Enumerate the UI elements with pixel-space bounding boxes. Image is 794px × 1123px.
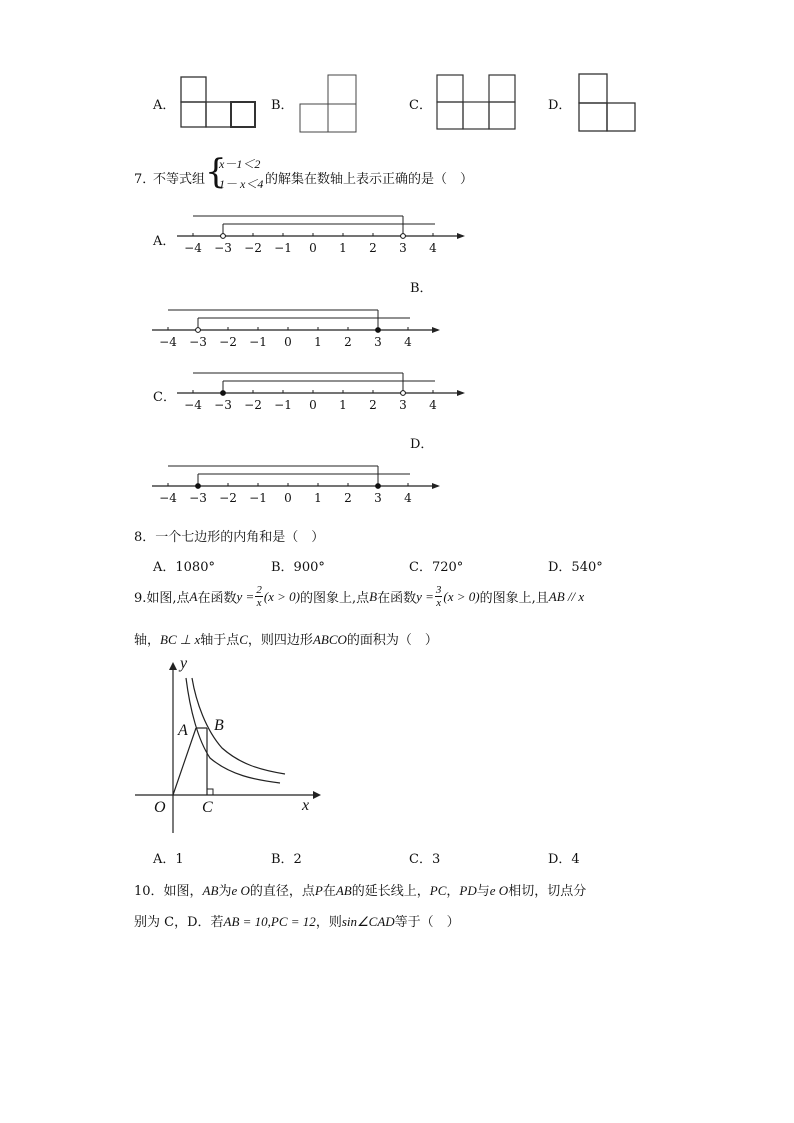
q10-l1-pre: 10．如图，: [134, 884, 203, 899]
solid-dot: [376, 328, 381, 333]
q10-t1: 为: [218, 884, 232, 899]
q9-label-y: y: [180, 655, 188, 672]
q9-stem-line1: [134, 584, 584, 609]
q9-f1-num: 2: [256, 584, 262, 596]
q9-curve-y3x: [192, 678, 285, 774]
q9-line2-f: ABCO: [312, 632, 347, 647]
numberline-tick-label: 4: [429, 398, 437, 412]
numberline-tick-label: 1: [339, 241, 347, 255]
q6-option-c-figure: [436, 74, 520, 134]
numberline-tick-label: 1: [339, 398, 347, 412]
numberline-tick-label: −1: [274, 398, 292, 412]
q6-option-d-label[interactable]: D．: [548, 98, 572, 113]
q7-option-d-numberline: [150, 462, 450, 508]
q9-option-d[interactable]: D．4: [548, 852, 580, 867]
open-dot: [196, 328, 201, 333]
numberline-tick-label: −2: [219, 335, 237, 349]
q7-option-b-label[interactable]: B．: [410, 281, 433, 296]
numberline-tick-label: 2: [369, 398, 377, 412]
q8-option-d[interactable]: D．540°: [548, 560, 603, 575]
numberline-tick-label: −4: [184, 398, 202, 412]
q9-x-arrow: [313, 791, 321, 799]
numberline-arrow: [432, 327, 440, 333]
q9-label-a: A: [178, 722, 188, 739]
q10-sin-cad: sin∠CAD: [341, 914, 395, 929]
open-dot: [401, 234, 406, 239]
q7-option-c-numberline: [175, 369, 475, 415]
q9-number: 9.如图,点: [134, 591, 190, 606]
q7-option-a-label[interactable]: A．: [153, 234, 176, 249]
q6-option-a-figure: [180, 76, 260, 132]
q10-stem-line2: [134, 911, 460, 930]
q9-text2: 的图象上,点: [300, 591, 370, 606]
numberline-tick-label: 0: [284, 491, 292, 505]
q7-option-c-label[interactable]: C．: [153, 390, 176, 405]
q7-suffix: 的解集在数轴上表示正确的是（ ）: [265, 172, 474, 187]
q7-ineq2: 1－ x＜4: [219, 177, 264, 191]
q9-f2-num: 3: [435, 584, 442, 596]
numberline-tick-label: −4: [159, 335, 177, 349]
q9-option-b[interactable]: B．2: [271, 852, 302, 867]
q9-line2-a: 轴，: [134, 633, 161, 648]
q10-stem-line1: [134, 880, 586, 899]
q6-option-d-figure: [577, 72, 641, 134]
numberline-tick-label: −3: [214, 241, 232, 255]
numberline-tick-label: −3: [189, 335, 207, 349]
numberline-tick-label: 3: [399, 241, 407, 255]
q9-f2-den: x: [436, 597, 442, 609]
q9-label-b: B: [214, 717, 224, 734]
q9-label-x: x: [302, 797, 310, 814]
numberline-tick-label: −4: [159, 491, 177, 505]
q10-t4: 的延长线上，: [351, 884, 430, 899]
q10-ab2: AB: [335, 883, 352, 898]
numberline-tick-label: 3: [374, 335, 382, 349]
q8-stem: 8．一个七边形的内角和是（ ）: [134, 530, 325, 545]
q10-t2: 的直径，点: [249, 884, 315, 899]
solid-dot: [376, 484, 381, 489]
q9-point-a: A: [189, 588, 198, 604]
q10-t5: ，: [446, 884, 460, 899]
solid-dot: [196, 484, 201, 489]
q9-f1-cond: (x > 0): [263, 588, 301, 604]
numberline-arrow: [457, 390, 465, 396]
q9-stem-line2: [134, 629, 438, 648]
numberline-tick-label: −4: [184, 241, 202, 255]
q10-t6: 与: [476, 884, 490, 899]
numberline-tick-label: 4: [404, 491, 412, 505]
numberline-tick-label: 3: [399, 398, 407, 412]
q9-line2-e: ，则四边形: [247, 633, 313, 648]
numberline-tick-label: −3: [189, 491, 207, 505]
q9-curve-y2x: [186, 678, 280, 783]
q9-ab-parallel: AB // x: [548, 588, 585, 604]
q10-t7: 相切，切点分: [508, 884, 587, 899]
q9-line2-b: BC ⊥ x: [160, 632, 201, 647]
q10-t3: 在: [322, 884, 336, 899]
numberline-tick-label: 1: [314, 335, 322, 349]
q10-l2-pre: 别为 C，D．若: [134, 915, 224, 930]
q9-label-o: O: [154, 799, 166, 816]
q9-right-angle: [207, 789, 213, 795]
q6-option-b-label[interactable]: B．: [271, 98, 294, 113]
numberline-tick-label: 0: [284, 335, 292, 349]
numberline-tick-label: −2: [219, 491, 237, 505]
numberline-tick-label: 3: [374, 491, 382, 505]
numberline-tick-label: 0: [309, 241, 317, 255]
numberline-tick-label: −2: [244, 398, 262, 412]
q9-f2-fraction: [435, 584, 443, 609]
open-dot: [221, 234, 226, 239]
q9-line2-g: 的面积为（ ）: [346, 633, 438, 648]
numberline-tick-label: −1: [249, 335, 267, 349]
q9-option-a[interactable]: A．1: [153, 852, 184, 867]
open-dot: [401, 391, 406, 396]
q9-f1-den: x: [256, 597, 262, 609]
q7-option-d-label[interactable]: D．: [410, 437, 434, 452]
q10-pd: PD: [459, 883, 477, 898]
q7-number: 7．: [134, 172, 156, 187]
numberline-tick-label: −2: [244, 241, 262, 255]
numberline-arrow: [432, 483, 440, 489]
numberline-arrow: [457, 233, 465, 239]
q8-option-b[interactable]: B．900°: [271, 560, 325, 575]
numberline-tick-label: 2: [369, 241, 377, 255]
q7-prefix: 不等式组: [153, 172, 206, 187]
q10-condition: AB = 10,PC = 12: [223, 914, 316, 929]
q9-text3: 在函数: [377, 591, 417, 606]
q9-figure: [130, 650, 330, 840]
q10-pc: PC: [429, 883, 447, 898]
q9-line2-d: C: [239, 632, 248, 647]
q7-brace: {: [205, 152, 227, 192]
numberline-tick-label: 2: [344, 491, 352, 505]
solid-dot: [221, 391, 226, 396]
q6-option-b-figure: [298, 74, 358, 134]
q10-ab: AB: [202, 883, 219, 898]
q9-text4: 的图象上,且: [479, 591, 549, 606]
numberline-tick-label: −1: [249, 491, 267, 505]
q7-ineq1: x－1＜2: [219, 157, 261, 171]
q9-line2-c: 轴于点: [200, 633, 240, 648]
q6-option-c-label[interactable]: C．: [409, 98, 432, 113]
q10-l2-end: 等于（ ）: [394, 915, 460, 930]
q9-point-b: B: [369, 588, 378, 604]
q10-l2-mid: ，则: [315, 915, 342, 930]
q6-option-a-label[interactable]: A．: [153, 98, 176, 113]
q7-option-a-numberline: [175, 212, 475, 258]
q9-f2-cond: (x > 0): [443, 588, 480, 604]
q9-y-arrow: [169, 662, 177, 670]
numberline-tick-label: −3: [214, 398, 232, 412]
q10-circle-o2: e O: [489, 883, 509, 898]
q7-option-b-numberline: [150, 306, 450, 352]
numberline-tick-label: 2: [344, 335, 352, 349]
q9-option-c[interactable]: C．3: [409, 852, 441, 867]
numberline-tick-label: 4: [429, 241, 437, 255]
q10-p: P: [314, 883, 323, 898]
numberline-tick-label: 4: [404, 335, 412, 349]
q9-f2-lhs: y =: [416, 588, 434, 604]
q9-f1-lhs: y =: [236, 588, 255, 604]
q8-option-a[interactable]: A．1080°: [153, 560, 215, 575]
q8-option-c[interactable]: C．720°: [409, 560, 464, 575]
q9-text1: 在函数: [197, 591, 237, 606]
q9-label-c: C: [202, 799, 213, 816]
numberline-tick-label: 0: [309, 398, 317, 412]
numberline-tick-label: 1: [314, 491, 322, 505]
q9-f1-fraction: [255, 584, 263, 609]
numberline-tick-label: −1: [274, 241, 292, 255]
q10-circle-o: e O: [231, 883, 250, 898]
